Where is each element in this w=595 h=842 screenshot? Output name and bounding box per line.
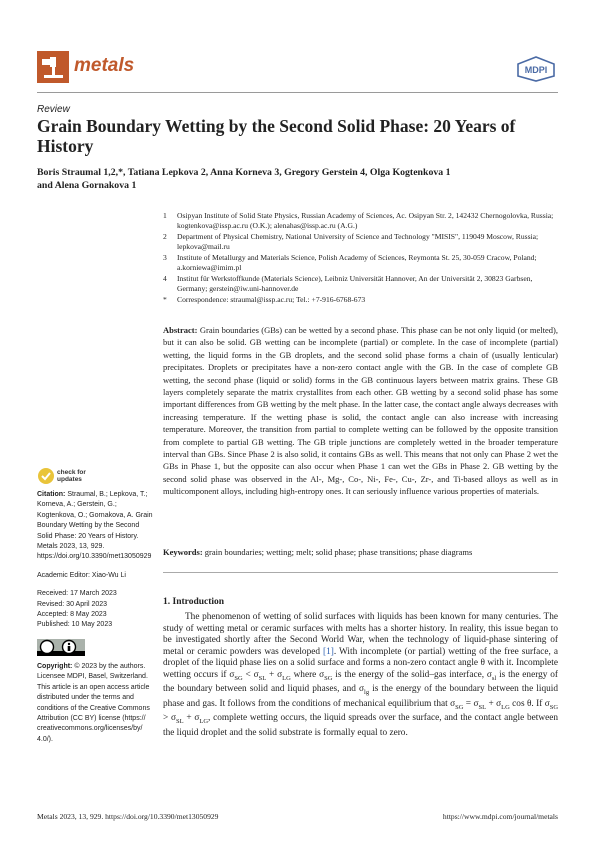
abstract-text: Grain boundaries (GBs) can be wetted by a second phase. This phase can be not only liquid (or melted), but it can also be solid. GB wetting can be incomplete (partial) or complete. In the case of incomplete (partial) wetting, the liquid forms in the GB droplets, and the second solid phase forms a chain of (usually lenticular) precipitates. Droplets or precipitates have a non-zero contact angle with the GB. In the case of complete GB wetting, the second phase (liquid or solid) forms in the GB continuous layers between matrix grains. These GB layers completely separate the matrix crystallites from each other. GB wetting by a second solid phase has some important differences from GB wetting by the melt phase. In the latter case, the contact angle always decreases with increasing temperature. If the wetting phase is solid, the contact angle can also increase with increasing temperature. Moreover, the transition from partial to complete wetting can be followed by the opposite transition from complete to partial GB wetting. The GB triple junctions are completely wetted in the broader temperature interval than GBs. Since Phase 2 is also solid, it contains GBs as well. This means that not only can Phase 2 wet the GBs in Phase 1, but the opposite can also occur when Phase 1 can wet the GBs in Phase 2. GB wetting by the second solid phase was observed in the Al-, Mg-, Co-, Ni-, Fe-, Cu-, Zr-, and Ti-based alloys as well as in multicomponent alloys, including high-entropy ones. It can seriously influence various properties of materials.	[163, 325, 558, 497]
affiliations	[163, 211, 558, 306]
authors-line-1: Boris Straumal 1,2,*, Tatiana Lepkova 2, Anna Korneva 3, Gregory Gerstein 4, Olga Kogtenkova 1	[37, 167, 451, 178]
keywords-text: grain boundaries; wetting; melt; solid phase; phase transitions; phase diagrams	[204, 547, 473, 557]
cc-by-license-icon[interactable]	[37, 639, 85, 656]
check-for-updates-button[interactable]	[37, 466, 97, 486]
page-footer	[37, 812, 558, 821]
article-info-sidebar	[37, 490, 155, 753]
academic-editor: Academic Editor: Xiao-Wu Li	[37, 571, 126, 579]
copyright: Copyright: © 2023 by the authors. Licensee MDPI, Basel, Switzerland. This article is an open access article distributed under the terms and conditions of the Creative Commons Attribution (CC BY) license (https:// creativecommons.org/licenses/by/ 4.0/).	[37, 662, 150, 743]
correspondence: * Correspondence: straumal@issp.ac.ru; Tel.: +7-916-6768-673	[163, 295, 366, 304]
section-heading: 1. Introduction	[163, 597, 225, 607]
reference-link[interactable]: [1]	[323, 646, 334, 657]
citation: Citation: Straumal, B.; Lepkova, T.; Korneva, A.; Gerstein, G.; Kogtenkova, O.; Gornakova, A. Grain Boundary Wetting by the Second Solid Phase: 20 Years of History. Metals 2023, 13, 929. https://doi.org/10.3390/met13050929	[37, 491, 153, 561]
affiliation-item: 3 Institute of Metallurgy and Materials Science, Polish Academy of Sciences, Reymonta St. 25, 30-059 Cracow, Poland; a.korniewa@imim.pl	[163, 253, 537, 272]
article-title: Grain Boundary Wetting by the Second Solid Phase: 20 Years of History	[37, 116, 516, 156]
author-list	[37, 166, 557, 192]
mdpi-logo-text: MDPI	[524, 65, 548, 75]
article-type: Review	[37, 104, 70, 115]
dates: Received: 17 March 2023 Revised: 30 April 2023 Accepted: 8 May 2023 Published: 10 May 2023	[37, 590, 117, 629]
check-updates-label: check for updates	[57, 469, 86, 483]
intro-paragraph: The phenomenon of wetting of solid surfaces with liquids has been known for many centuries. The study of wetting metal or ceramic surfaces with melts has a shorter history. In reality, this issue began to be investigated shortly after the Second World War, when the technology of liquid-phase sintering of metal or ceramic powders was developed [1]. With incomplete (or partial) wetting of the free surface, a droplet of the liquid phase lies on a solid surface and forms a non-zero contact angle θ with it. Incomplete wetting occurs if $\sigma_{SG} < \sigma_{SL} + \sigma_{LG}$ where $\sigma_{SG}$ is the energy of the solid–gas interface, $\sigma_{sl}$ is the energy of the boundary between solid and liquid phases, and $\sigma_{lg}$ is the energy of the boundary between the liquid phase and gas. It follows from the conditions of mechanical equilibrium that $\sigma_{SG} = \sigma_{SL} + \sigma_{LG}$ cos θ. If $\sigma_{SG} > \sigma_{SL} + \sigma_{LG}$, complete wetting occurs, the liquid spreads over the surface, and the contact angle between the liquid droplet and the solid substrate is formally equal to zero.	[163, 612, 559, 738]
abstract-label: Abstract:	[163, 325, 198, 335]
authors-line-2: and Alena Gornakova 1	[37, 180, 137, 191]
journal-name: metals	[74, 55, 135, 76]
keywords	[163, 546, 558, 558]
journal-url[interactable]: https://www.mdpi.com/journal/metals	[442, 812, 558, 821]
footer-citation: Metals 2023, 13, 929. https://doi.org/10.3390/met13050929	[37, 812, 219, 821]
affiliation-item: 1 Osipyan Institute of Solid State Physics, Russian Academy of Sciences, Ac. Osipyan Str. 2, 142432 Chernogolovka, Russia; kogtenkova@issp.ac.ru (O.K.); alenahas@issp.ac.ru (A.G.)	[163, 211, 554, 230]
keywords-label: Keywords:	[163, 547, 203, 557]
journal-logo-icon	[37, 51, 69, 83]
section-divider	[163, 572, 558, 573]
affiliation-item: 4 Institut für Werkstoffkunde (Materials Science), Leibniz Universität Hannover, An der Universität 2, 30823 Garbsen, Germany; gerstein@iw.uni-hannover.de	[163, 274, 533, 293]
header-divider	[37, 92, 558, 93]
affiliation-item: 2 Department of Physical Chemistry, National University of Science and Technology "MISIS", 119049 Moscow, Russia; lepkova@mail.ru	[163, 232, 539, 251]
abstract	[163, 324, 558, 498]
mdpi-logo-icon[interactable]	[516, 56, 556, 82]
